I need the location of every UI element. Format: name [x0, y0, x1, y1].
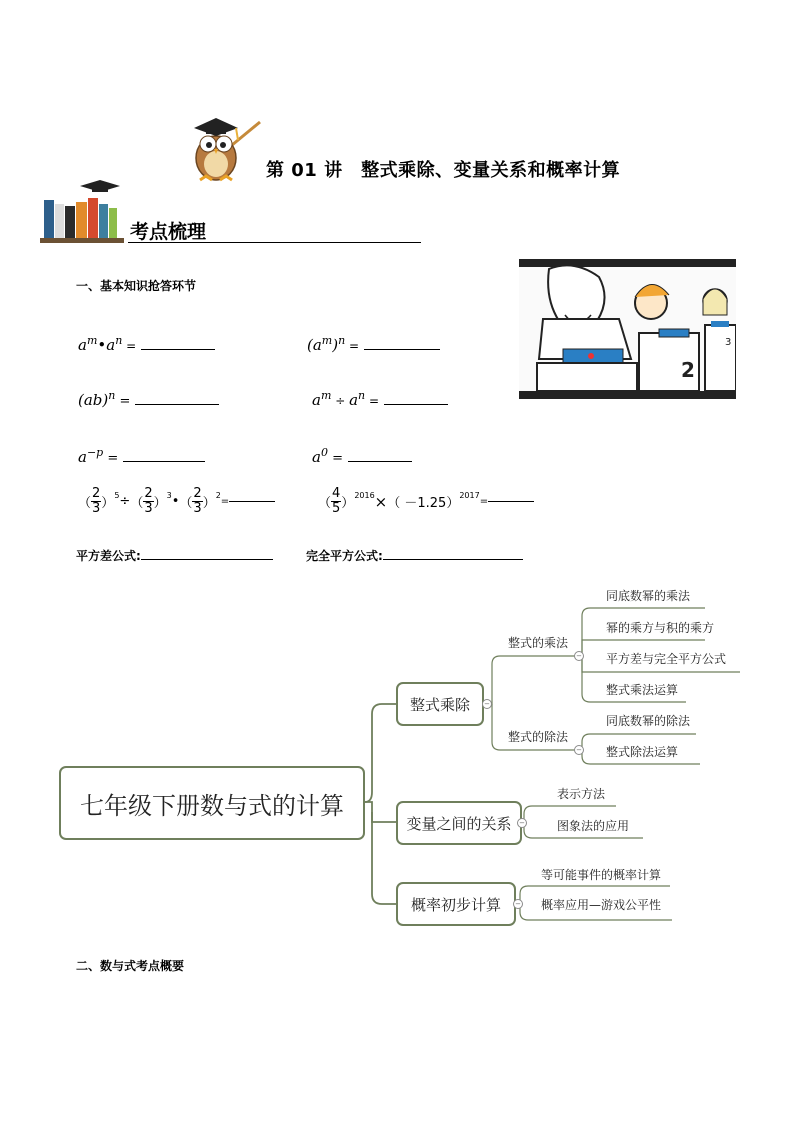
mindmap-node-variable-relations[interactable]: 变量之间的关系: [396, 801, 522, 845]
mindmap-leaf[interactable]: 表示方法: [557, 787, 606, 801]
subheading-number-expression: 二、数与式考点概要: [76, 959, 185, 973]
difference-of-squares-label: 平方差公式:: [76, 547, 273, 564]
formula-product-of-powers: $a^m•a^n$ =: [78, 334, 215, 354]
fraction-expression-1: （ $\frac{2}{3}$ ） 5 ÷ （ $\frac{2}{3}$ ） 3 • （ $\frac{2}{3}$ ） 2 =: [78, 487, 275, 516]
formula-power-of-product: (ab)$^n$ =: [78, 389, 219, 409]
fraction-2-3: $\frac{2}{3}$: [193, 486, 202, 516]
mindmap-leaf[interactable]: 整式乘法运算: [606, 683, 679, 697]
fraction-expression-2: （ $\frac{4}{5}$ ） 2016 × （ －1.25） 2017 =: [318, 487, 534, 516]
formula-negative-exponent: $a^{-p}$ =: [78, 446, 205, 466]
formula-zero-exponent: $a^0$ =: [312, 446, 412, 466]
collapse-icon[interactable]: −: [574, 745, 584, 755]
mindmap-leaf[interactable]: 平方差与完全平方公式: [606, 652, 727, 666]
formula-quotient-of-powers: $a^m \div a^n$ =: [312, 389, 448, 409]
mindmap-node-probability[interactable]: 概率初步计算: [396, 882, 516, 926]
mindmap-leaf[interactable]: 等可能事件的概率计算: [541, 868, 662, 882]
section-heading: 考点梳理: [130, 221, 207, 243]
desk-number-3: 3: [725, 337, 732, 348]
fraction-2-3: $\frac{2}{3}$: [92, 486, 101, 516]
mindmap-sub-division[interactable]: 整式的除法: [508, 730, 569, 744]
mindmap-root-node[interactable]: 七年级下册数与式的计算: [59, 766, 365, 840]
fraction-2-3: $\frac{2}{3}$: [144, 486, 153, 516]
fraction-4-5: $\frac{4}{5}$: [332, 486, 341, 516]
desk-number-2: 2: [681, 358, 695, 382]
mindmap-leaf[interactable]: 整式除法运算: [606, 745, 679, 759]
mindmap-leaf[interactable]: 概率应用—游戏公平性: [541, 898, 662, 912]
mindmap-leaf[interactable]: 同底数幂的除法: [606, 714, 691, 728]
mindmap-leaf[interactable]: 图象法的应用: [557, 819, 630, 833]
formula-power-of-power: $(a^m)^n$ =: [307, 334, 440, 354]
page-title: 第 01 讲 整式乘除、变量关系和概率计算: [266, 160, 621, 181]
collapse-icon[interactable]: −: [513, 899, 523, 909]
collapse-icon[interactable]: −: [482, 699, 492, 709]
mindmap-leaf[interactable]: 同底数幂的乘法: [606, 589, 691, 603]
mindmap-leaf[interactable]: 幂的乘方与积的乘方: [606, 621, 715, 635]
subheading-basic-knowledge: 一、基本知识抢答环节: [76, 279, 197, 293]
perfect-square-label: 完全平方公式:: [306, 547, 523, 564]
collapse-icon[interactable]: −: [517, 818, 527, 828]
mindmap-sub-multiplication[interactable]: 整式的乘法: [508, 636, 569, 650]
mindmap-node-polynomial-mul-div[interactable]: 整式乘除: [396, 682, 484, 726]
collapse-icon[interactable]: −: [574, 651, 584, 661]
